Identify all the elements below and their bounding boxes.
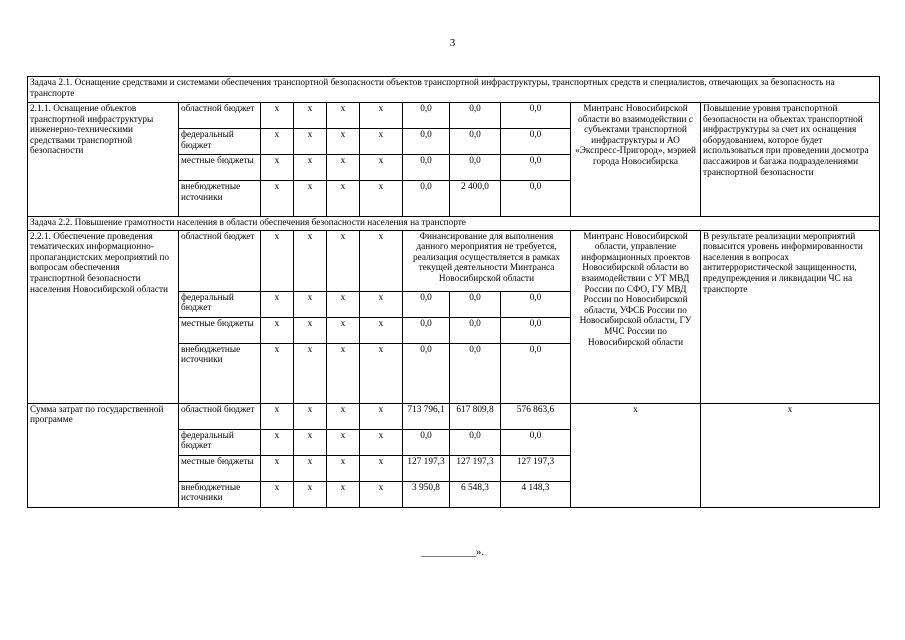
x-cell: x (360, 103, 403, 129)
table-row (28, 230, 880, 291)
value-cell: 617 809,8 (450, 403, 501, 429)
funding-source: федеральный бюджет (179, 429, 261, 455)
funding-source: местные бюджеты (179, 317, 261, 343)
x-cell: x (360, 230, 403, 291)
executor: Минтранс Новосибирской области, управление информационных проектов Новосибирской области во взаимодействии с УТ МВД России по СФО, ГУ МВД России по Новосибирской области, УФСБ России по Новосибирской области, ГУ МЧС России по Новосибирской области (571, 230, 701, 403)
value-cell: 576 863,6 (501, 403, 571, 429)
value-cell: 0,0 (501, 103, 571, 129)
x-cell: x (261, 343, 294, 403)
x-cell: x (261, 129, 294, 155)
x-cell: x (327, 343, 360, 403)
x-cell: x (360, 317, 403, 343)
funding-source: федеральный бюджет (179, 291, 261, 317)
value-cell: 0,0 (501, 317, 571, 343)
x-cell: x (327, 317, 360, 343)
x-cell: x (327, 429, 360, 455)
task-row (28, 77, 880, 103)
x-cell: x (294, 403, 327, 429)
table-row (28, 403, 880, 429)
x-cell: x (261, 181, 294, 217)
x-cell: x (360, 181, 403, 217)
x-cell: x (360, 155, 403, 181)
value-cell: 0,0 (403, 291, 450, 317)
page-number: 3 (449, 37, 456, 49)
value-cell: 0,0 (501, 343, 571, 403)
x-cell: x (261, 230, 294, 291)
x-cell: x (360, 403, 403, 429)
funding-source: местные бюджеты (179, 155, 261, 181)
value-cell: 0,0 (501, 181, 571, 217)
x-cell: x (294, 155, 327, 181)
x-cell: x (294, 343, 327, 403)
value-cell: 0,0 (403, 429, 450, 455)
expected-result: В результате реализации мероприятий повысится уровень информированности населения в вопросах антитеррористической защищенности, предупреждения и ликвидации ЧС на транспорте (701, 230, 880, 403)
funding-source: областной бюджет (179, 230, 261, 291)
value-cell: 0,0 (403, 343, 450, 403)
value-cell: 0,0 (450, 317, 501, 343)
value-cell: 127 197,3 (450, 455, 501, 481)
x-cell: x (327, 481, 360, 507)
x-cell: x (261, 155, 294, 181)
x-cell: x (360, 481, 403, 507)
x-cell: x (261, 429, 294, 455)
x-cell: x (294, 429, 327, 455)
funding-source: областной бюджет (179, 103, 261, 129)
x-cell: x (294, 455, 327, 481)
task-2-1-title: Задача 2.1. Оснащение средствами и системами обеспечения транспортной безопасности объектов транспортной инфраструктуры, транспортных средств и специалистов, отвечающих за безопасность на транспорте (28, 77, 880, 103)
measure-name: 2.2.1. Обеспечение проведения тематических информационно-пропагандистских мероприятий по вопросам обеспечения транспортной безопасности населения Новосибирской области (28, 230, 179, 403)
value-cell: 0,0 (403, 129, 450, 155)
x-cell: x (294, 230, 327, 291)
value-cell: 0,0 (501, 291, 571, 317)
measure-name: 2.1.1. Оснащение объектов транспортной инфраструктуры инженерно-техническими средствами транспортной безопасности (28, 103, 179, 217)
value-cell: 0,0 (450, 155, 501, 181)
executor: x (571, 403, 701, 507)
x-cell: x (261, 103, 294, 129)
x-cell: x (261, 291, 294, 317)
value-cell: 0,0 (450, 103, 501, 129)
x-cell: x (294, 481, 327, 507)
funding-source: внебюджетные источники (179, 481, 261, 507)
x-cell: x (294, 291, 327, 317)
value-cell: 0,0 (403, 155, 450, 181)
value-cell: 3 950,8 (403, 481, 450, 507)
value-cell: 0,0 (501, 155, 571, 181)
funding-source: федеральный бюджет (179, 129, 261, 155)
value-cell: 4 148,3 (501, 481, 571, 507)
table-row (28, 103, 880, 129)
x-cell: x (327, 455, 360, 481)
x-cell: x (360, 129, 403, 155)
x-cell: x (327, 230, 360, 291)
x-cell: x (360, 291, 403, 317)
closing-mark: __________». (420, 546, 485, 558)
value-cell: 2 400,0 (450, 181, 501, 217)
value-cell: 127 197,3 (403, 455, 450, 481)
program-table (27, 76, 880, 508)
x-cell: x (294, 103, 327, 129)
value-cell: 127 197,3 (501, 455, 571, 481)
value-cell: 713 796,1 (403, 403, 450, 429)
funding-source: областной бюджет (179, 403, 261, 429)
value-cell: 0,0 (450, 291, 501, 317)
value-cell: 0,0 (501, 429, 571, 455)
x-cell: x (261, 455, 294, 481)
x-cell: x (360, 455, 403, 481)
x-cell: x (294, 129, 327, 155)
value-cell: 0,0 (501, 129, 571, 155)
x-cell: x (360, 429, 403, 455)
x-cell: x (327, 155, 360, 181)
x-cell: x (360, 343, 403, 403)
funding-source: внебюджетные источники (179, 181, 261, 217)
value-cell: 0,0 (450, 343, 501, 403)
value-cell: 0,0 (403, 181, 450, 217)
value-cell: 0,0 (450, 129, 501, 155)
x-cell: x (294, 317, 327, 343)
total-name: Сумма затрат по государственной программе (28, 403, 179, 507)
expected-result: Повышение уровня транспортной безопасности на объектах транспортной инфраструктуры за счет их оснащения оборудованием, которое будет использоваться при проведении досмотра пассажиров и багажа подразделениями транспортной безопасности (701, 103, 880, 217)
x-cell: x (327, 181, 360, 217)
x-cell: x (327, 291, 360, 317)
value-cell: 0,0 (403, 103, 450, 129)
x-cell: x (261, 317, 294, 343)
executor: Минтранс Новосибирской области во взаимодействии с субъектами транспортной инфраструктуры и АО «Экспресс-Пригород», мэрией города Новосибирска (571, 103, 701, 217)
x-cell: x (294, 181, 327, 217)
expected-result: x (701, 403, 880, 507)
funding-source: местные бюджеты (179, 455, 261, 481)
task-row (28, 217, 880, 231)
x-cell: x (327, 103, 360, 129)
value-cell: 0,0 (450, 429, 501, 455)
x-cell: x (327, 403, 360, 429)
x-cell: x (327, 129, 360, 155)
x-cell: x (261, 403, 294, 429)
value-cell: 6 548,3 (450, 481, 501, 507)
x-cell: x (261, 481, 294, 507)
value-cell: 0,0 (403, 317, 450, 343)
task-2-2-title: Задача 2.2. Повышение грамотности населения в области обеспечения безопасности населения на транспорте (28, 217, 880, 231)
financing-note: Финансирование для выполнения данного мероприятия не требуется, реализация осуществляется в рамках текущей деятельности Минтранса Новосибирской области (403, 230, 571, 291)
funding-source: внебюджетные источники (179, 343, 261, 403)
